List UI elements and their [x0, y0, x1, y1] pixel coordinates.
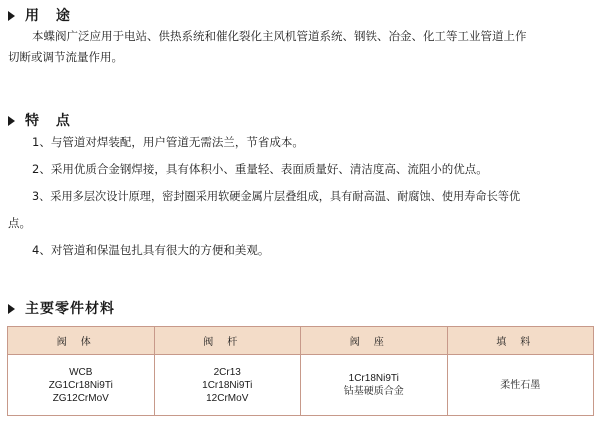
- feature-item-4: 4、对管道和保温包扎具有很大的方便和美观。: [32, 243, 270, 257]
- table-header-row: [8, 327, 594, 355]
- feature-item-1: 1、与管道对焊装配，用户管道无需法兰，节省成本。: [32, 135, 304, 149]
- table-row: [8, 355, 594, 416]
- feature-item-3-line-2: 点。: [8, 216, 31, 230]
- header-valve-body: 阀体: [8, 327, 155, 355]
- seat-material-2: 钴基硬质合金: [343, 386, 404, 397]
- feature-item-2: 2、采用优质合金钢焊接，具有体积小、重量轻、表面质量好、清洁度高、流阻小的优点。: [32, 162, 488, 176]
- cell-valve-seat: [301, 355, 448, 416]
- cell-valve-body: [8, 355, 155, 416]
- header-packing: 填料: [447, 327, 594, 355]
- features-title: 特 点: [25, 113, 76, 129]
- cell-packing: [447, 355, 594, 416]
- triangle-bullet-icon: [8, 304, 15, 314]
- triangle-bullet-icon: [8, 11, 15, 21]
- usage-title: 用 途: [25, 8, 76, 24]
- triangle-bullet-icon: [8, 116, 15, 126]
- usage-line-2: 切断或调节流量作用。: [8, 50, 123, 64]
- body-material-1: WCB: [69, 366, 93, 378]
- header-valve-seat: 阀座: [301, 327, 448, 355]
- cell-valve-stem: [154, 355, 301, 416]
- header-valve-stem: 阀杆: [154, 327, 301, 355]
- body-material-3: ZG12CrMoV: [52, 392, 109, 404]
- materials-heading: [8, 298, 115, 318]
- usage-heading: [8, 5, 76, 25]
- materials-title: 主要零件材料: [25, 301, 115, 317]
- stem-material-1: 2Cr13: [213, 366, 241, 378]
- feature-item-3-line-1: 3、采用多层次设计原理，密封圈采用软硬金属片层叠组成，具有耐高温、耐腐蚀、使用寿命长等优: [32, 190, 521, 203]
- packing-material-1: 柔性石墨: [500, 379, 541, 391]
- seat-material-1: 1Cr18Ni9Ti: [348, 373, 399, 384]
- features-heading: [8, 110, 76, 130]
- stem-material-3: 12CrMoV: [206, 392, 249, 404]
- stem-material-2: 1Cr18Ni9Ti: [202, 379, 253, 391]
- materials-table: [7, 326, 594, 416]
- body-material-2: ZG1Cr18Ni9Ti: [48, 379, 113, 391]
- usage-line-1: 本蝶阀广泛应用于电站、供热系统和催化裂化主风机管道系统、钢铁、冶金、化工等工业管道上作: [32, 29, 527, 43]
